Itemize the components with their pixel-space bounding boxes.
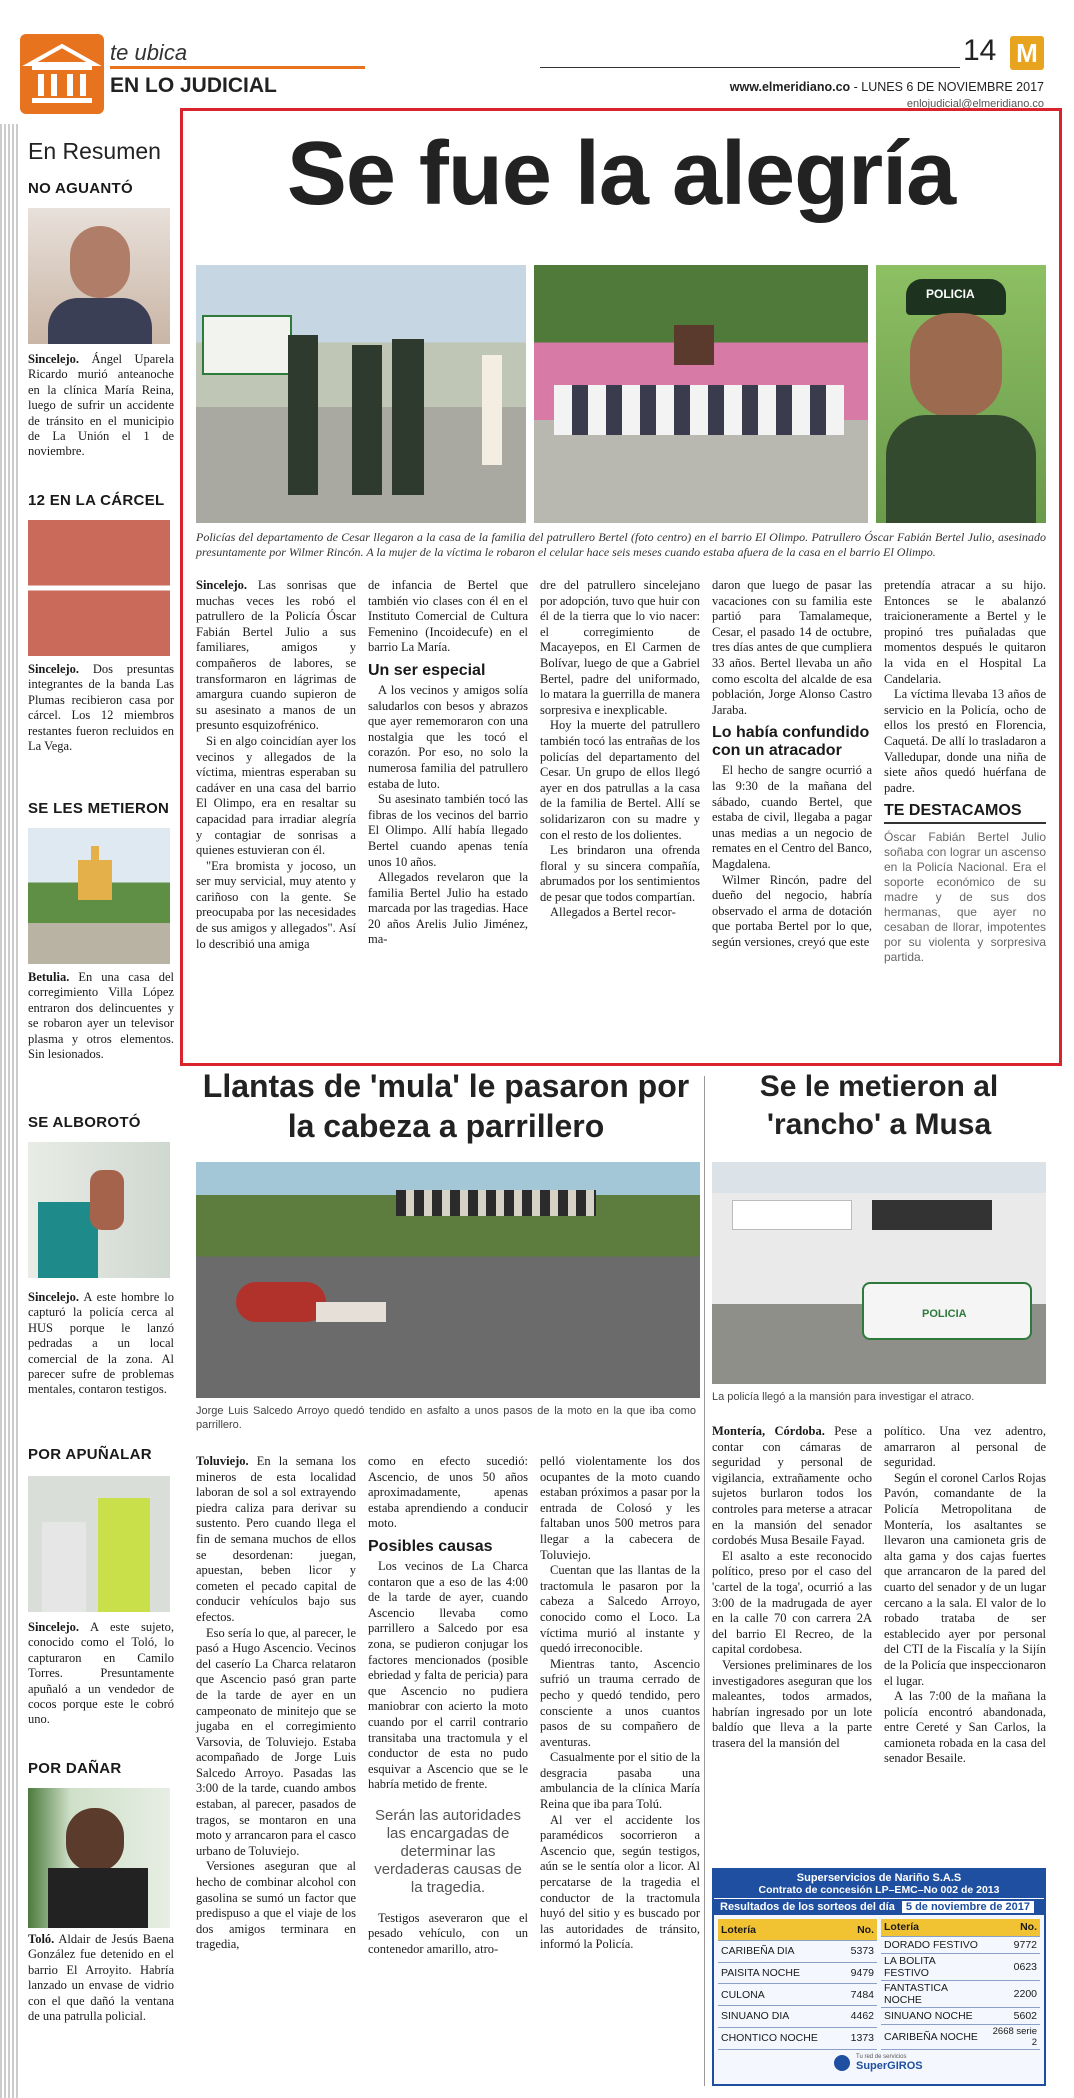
lottery-contract: Contrato de concesión LP–EMC–No 002 de 2013 [714,1884,1044,1898]
lead-photo-portrait [876,265,1046,523]
lead-column-2: de infancia de Bertel que también vio clases con él en el Instituto Comercial de Cultura Femenino (Incoidecufe) en el barrio La María. Un ser especial A los vecinos y amigos solía saludarlos con besos y abrazos que ayer rememoraron con una nostalgia que les tocó el corazón. Por eso, no solo la numerosa familia del patrullero estaba de luto. Su asesinato también tocó las fibras de los vecinos del barrio El Olimpo. Allí había llegado Bertel cuando apenas tenía unos 10 años. Allegados revelaron que la familia Bertel Julio ha estado marcada por las tragedias. Hace 20 años Arelis Julio Jiménez, ma- [368,578,528,947]
lottery-table-left: Lotería No. CARIBEÑA DIA 5373 PAISITA NOCHE 9479 CULONA 7484 SINUANO DIA 4462 CHONTICO NOCHE 1373 [718,1919,877,2050]
story2-column-1: Toluviejo. En la semana los mineros de esta localidad laboran de sol a sol extrayendo piedra caliza para derivar su sustento. Pero cuando llega el fin de semana muchos de ellos se desordenan: juegan, apuestan, beben licor y cometen el pecado capital de conducir vehículos bajo sus efectos. Eso sería lo que, al parecer, le pasó a Hugo Ascencio. Vecinos del caserío La Charca relataron que Ascencio pasó gran parte de la tarde de ayer en un campeonato de minitejo que se jugaba en el corregimiento Varsovia, de Toluviejo. Estaba acompañado de Jorge Luis Salcedo Arroyo. Pasadas las 3:00 de la tarde, cuando ambos estaban, al parecer, pasados de tragos, se montaron en una moto y arrancaron para el casco urbano de Toluviejo. Versiones aseguran que al hecho de combinar alcohol con gasolina se sumó un factor que predispuso a que el viaje de los dos amigos terminara en tragedia, [196,1454,357,1952]
section-icon [20,34,104,114]
lottery-box [712,1868,1046,2086]
sidebar-photo [28,1788,170,1928]
lottery-row: CARIBEÑA DIA 5373 [718,1941,877,1963]
lottery-table-right: Lotería No. DORADO FESTIVO 9772 LA BOLITA FESTIVO 0623 FANTASTICA NOCHE 2200 SINUANO NOCHE 5602 CARIBEÑA NOCHE 2668 serie 2 [881,1919,1040,2050]
story2-caption: Jorge Luis Salcedo Arroyo quedó tendido en asfalto a unos pasos de la moto en la que iba como parrillero. [196,1405,696,1431]
lottery-row: LA BOLITA FESTIVO 0623 [881,1953,1040,1980]
sidebar-photo [28,1476,170,1612]
brand-name: SuperGIROS [856,2059,923,2072]
lottery-row: CULONA 7484 [718,1984,877,2006]
brand-logo: M [1010,36,1044,70]
section-kicker: te ubica [110,40,188,65]
lead-column-1: Sincelejo. Las sonrisas que muchas veces les robó el patrullero de la Policía Óscar Fabián Bertel Julio a sus familiares, amigos y compañeros de labores, se transformaron en lágrimas de amargura cuando supieron de su asesinato a manos de un presunto esquizofrénico. Si en algo coincidían ayer los vecinos y allegados de la víctima, mientras esperaban su cadáver en una casa del barrio El Olimpo, era en resaltar su capacidad para irradiar alegría y contagiar de sonrisas a quienes estuvieran con él. "Era bromista y jocoso, un ser muy servicial, muy atento y cariñoso con la gente. Se preocupaba por las necesidades de sus amigos y allegados". Así lo describió una amiga [196,578,356,951]
lottery-row: SINUANO NOCHE 5602 [881,2007,1040,2024]
sidebar-heading: POR DAÑAR [28,1760,122,1777]
brand-tagline: Tu red de servicios [856,2053,907,2060]
sidebar-title: En Resumen [28,138,161,164]
story2-photo [196,1162,700,1398]
story2-column-3: pelló violentamente los dos ocupantes de la moto cuando estaban próximos a pasar por la entrada de Colosó y les faltaban unos 500 metros para llegar a la cabecera de Toluviejo. Cuentan que las llantas de la tractomula le pasaron por la cabeza a Salcedo Arroyo, conocido como el Loco. La víctima murió al instante y quedó irreconocible. Mientras tanto, Ascencio sufrió un trauma cerrado de pecho y quedó tendido, pero consciente a unos cuantos pasos de su compañero de aventuras. Casualmente por el sitio de la desgracia pasaba una ambulancia de la clínica María Reina que iba para Tolú. Al ver el accidente los paramédicos socorrieron a Ascencio que, según testigos, aún se le sentía olor a licor. Al percatarse de la tragedia el conductor de la tractomula huyó del sitio y es buscado por las autoridades de tránsito, informó la Policía. [540,1454,700,1952]
kicker-rule [110,66,365,69]
sidebar-text: Betulia. En una casa del corregimiento Villa López entraron dos delincuentes y se robaron ayer un televisor plasma y otros elementos. Sin lesionados. [28,970,175,1062]
story2-headline: Llantas de 'mula' le pasaron por la cabeza a parrillero [202,1068,690,1144]
supergiros-icon [834,2055,850,2071]
sidebar-heading: SE ALBOROTÓ [28,1114,141,1131]
section-email: enlojudicial@elmeridiano.co [906,98,1044,110]
lead-column-4: daron que luego de pasar las vacaciones con su familia este partió para Tamalameque, Cesar, el pasado 14 de octubre, tres días antes de que cumpliera 33 años. Bertel llevaba un año como escolta del alcalde de esa población, Jorge Alonso Castro Jaraba. Lo había confundido con un atracador El hecho de sangre ocurrió a las 9:30 de la mañana del sábado, cuando Bertel, que estaba de civil, llegaba a pagar unas medias a un negocio de remates en el Centro del Banco, Magdalena. Wilmer Rincón, padre del dueño del negocio, habría observado el arma de dotación que portaba Bertel por lo que, según versiones, creyó que este [712,578,872,949]
story2-column-2: como en efecto sucedió: Ascencio, de unos 50 años aproximadamente, apenas estaba aprendiendo a conducir moto. Posibles causas Los vecinos de La Charca contaron que a eso de las 4:00 de la tarde de ayer, cuando Ascencio llevaba como parrillero a Salcedo por esa zona, se pudieron conjugar los factores mencionados (posible ebriedad y falta de pericia) para que Ascencio no pudiera maniobrar con acierto la moto cuando por el carril contrario transitaba una tractomula y el conductor de esta no pudo esquivar a Ascencio que se le habría metido de frente. Serán las autoridades las encargadas de determinar las verdaderas causas de la tragedia. Testigos aseveraron que el pesado vehículo, con un contenedor amarillo, atro- [368,1454,528,1957]
sidebar-photo [28,828,170,964]
cap-badge: POLICIA [926,287,975,301]
sidebar [0,124,182,2098]
sidebar-photo [28,520,170,656]
issue-date: LUNES 6 DE NOVIEMBRE 2017 [861,80,1044,94]
truck-label: POLICIA [922,1308,967,1320]
lead-column-5: pretendía atracar a su hijo. Entonces se le abalanzó traicioneramente a Bertel y le propinó tres puñaladas que momentos después le quitaron la vida en el Hospital La Candelaria. La víctima llevaba 13 años de servicio en la Policía, ocho de ellos los prestó en Florencia, Caquetá. De allí lo trasladaron a Valledupar, donde una niña de siete años quedó huérfana de padre. TE DESTACAMOS Óscar Fabián Bertel Julio soñaba con lograr un ascenso en la Policía Nacional. Era el soporte económico de su madre y de sus dos hermanas, que ayer no cesaban de llorar, impotentes por su violenta y sorpresiva partida. [884,578,1046,965]
lead-photo-family [534,265,868,523]
lottery-title: Superservicios de Nariño S.A.S [714,1870,1044,1884]
sidebar-photo [28,208,170,344]
sidebar-text: Toló. Aldair de Jesús Baena González fue detenido en el barrio El Arroyito. Habría lanzado un envase de vidrio con el que dañó la ventana de una patrulla policial. [28,1932,175,2024]
lottery-date: 5 de noviembre de 2017 [902,1901,1034,1913]
header-dateline: www.elmeridiano.co - LUNES 6 DE NOVIEMBRE 2017 [729,80,1044,94]
sidebar-text: Sincelejo. Dos presuntas integrantes de la banda Las Plumas recibieron casa por cárcel. Los 12 miembros restantes fueron recluidos en La Vega. [28,662,174,754]
page-number: 14 [963,34,997,67]
sidebar-heading: POR APUÑALAR [28,1446,152,1463]
lottery-results-bar: Resultados de los sorteos del día 5 de noviembre de 2017 [714,1898,1044,1915]
lead-photo-caption: Policías del departamento de Cesar llegaron a la casa de la familia del patrullero Bertel (foto centro) en el barrio El Olimpo. Patrullero Óscar Fabián Bertel Julio, asesinado presuntamente por Wilmer Rincón. A la mujer de la víctima le robaron el celular hace seis meses cuando estaba afuera de la casa en el barrio El Olimpo. [196,530,1046,559]
sidebar-text: Sincelejo. A este hombre lo capturó la policía cerca al HUS porque le lanzó pedradas a un local comercial de la zona. Al parecer sufre de problemas mentales, contaron testigos. [28,1290,175,1397]
lottery-row: FANTASTICA NOCHE 2200 [881,1980,1040,2007]
pull-quote: Serán las autoridades las encargadas de determinar las verdaderas causas de la tragedia. [374,1806,522,1896]
lottery-row: DORADO FESTIVO 9772 [881,1936,1040,1953]
lottery-row: CARIBEÑA NOCHE 2668 serie 2 [881,2024,1040,2049]
sidebar-pattern [0,124,18,2098]
sidebar-heading: SE LES METIERON [28,800,170,817]
sidebar-heading: 12 EN LA CÁRCEL [28,492,165,509]
lead-column-3: dre del patrullero sincelejano por adopción, tuvo que huir con él de la tierra que lo vio nacer: el corregimiento de Macayepos, en El Carmen de Bolívar, luego de que a Gabriel Bertel, padre del uniformado, lo matara la guerrilla de manera sorpresiva e inexplicable. Hoy la muerte del patrullero también tocó las entrañas de los policías del departamento del Cesar. Un grupo de ellos llegó ayer en dos patrullas a la casa de la familia de Bertel. Allí se solidarizaron con su madre y con el resto de los dolientes. Les brindaron una ofrenda floral y su sincera compañía, abrumados por los sentimientos de pesar que todos compartían. Allegados a Bertel recor- [540,578,700,920]
lead-headline: Se fue la alegría [286,124,956,224]
story3-column-1: Montería, Córdoba. Pese a contar con cámaras de seguridad y personal de vigilancia, extrañamente ocho sujetos burlaron todos los controles para meterse a atracar en la mansión del senador cordobés Musa Besaile Fayad. El asalto a este reconocido político, preso por el caso del 'cartel de la toga', ocurrió a las 3:00 de la madrugada de ayer en la calle 70 con carrera 2A del barrio El Recreo, de la capital cordobesa. Versiones preliminares de los investigadores aseguran que los maleantes, todos armados, habrían ingresado por un lote baldío que lleva a la parte trasera del la mansión del [712,1424,873,1750]
lottery-row: PAISITA NOCHE 9479 [718,1962,877,1984]
header-rule [540,67,960,68]
sidebar-text: Sincelejo. A este sujeto, conocido como el Toló, lo capturaron en Camilo Torres. Presuntamente apuñaló a un vendedor de cocos porque este le cobró uno. [28,1620,174,1727]
story3-caption: La policía llegó a la mansión para investigar el atraco. [712,1391,975,1403]
section-title: EN LO JUDICIAL [110,74,277,97]
lottery-row: SINUANO DIA 4462 [718,2006,877,2028]
lottery-row: CHONTICO NOCHE 1373 [718,2027,877,2049]
story3-column-2: político. Una vez adentro, amarraron al personal de seguridad. Según el coronel Carlos Rojas Pavón, comandante de la Policía Metropolitana de Montería, los asaltantes se llevaron una camioneta gris de alta gama y dos cajas fuertes que arrancaron de la pared del cuarto del senador y de un lugar cercano a la sala. El valor de lo robado trataba de ser establecido ayer por personal del CTI de la Fiscalía y la Sijín de la Policía que inspeccionaron el lugar. A las 7:00 de la mañana la policía encontró abandonada, entre Cereté y San Carlos, la camioneta robada en la casa del senador Besaile. [884,1424,1046,1766]
story3-headline: Se le metieron al 'rancho' a Musa [759,1070,999,1141]
sidebar-heading: NO AGUANTÓ [28,180,133,197]
sidebar-text: Sincelejo. Ángel Uparela Ricardo murió anteanoche en la clínica María Reina, luego de sufrir un accidente de tránsito en el municipio de La Unión el 1 de noviembre. [28,352,174,459]
lead-photo-police [196,265,526,523]
site-url: www.elmeridiano.co [729,80,851,94]
story3-photo [712,1162,1046,1384]
highlight-box: Óscar Fabián Bertel Julio soñaba con lograr un ascenso en la Policía Nacional. Era el soporte económico de su madre y de sus dos hermanas, que ayer no cesaban de llorar, impotentes por su violenta y sorpresiva partida. [884,830,1046,965]
highlight-heading: TE DESTACAMOS [884,802,1046,824]
sidebar-photo [28,1142,170,1278]
column-divider [704,1076,705,2086]
